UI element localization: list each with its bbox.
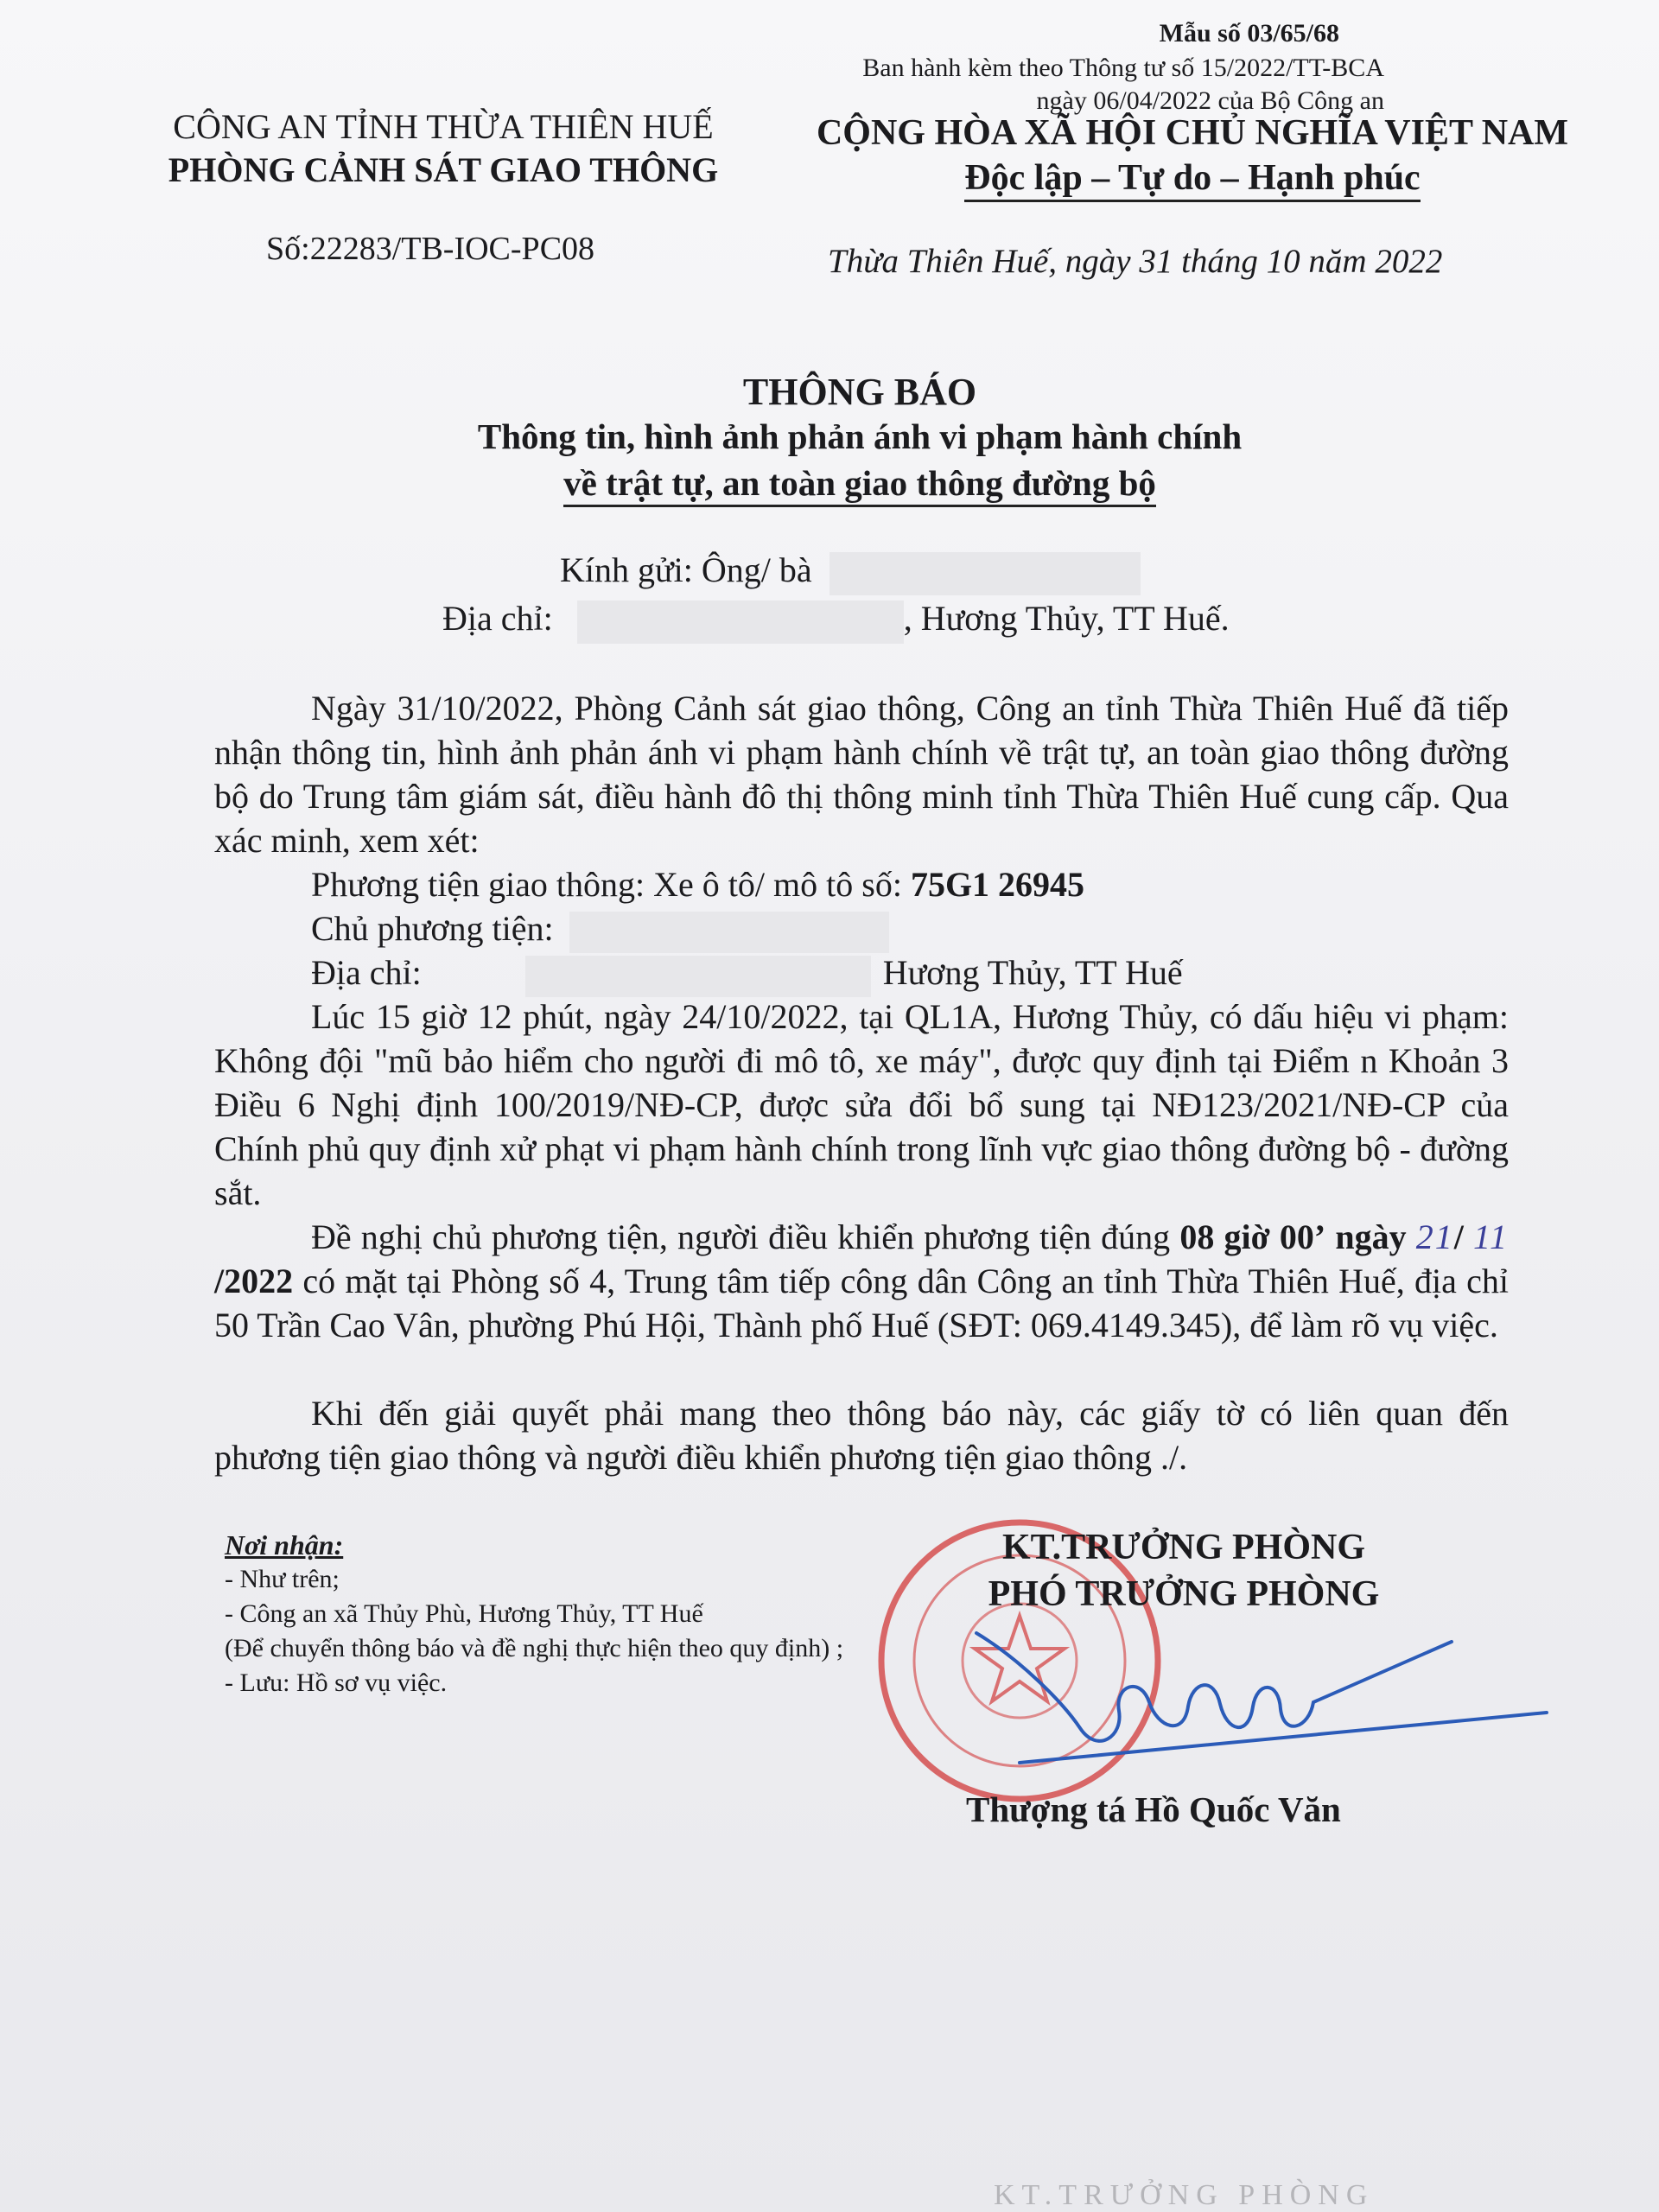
recipient-item: (Để chuyển thông báo và đề nghị thực hiện theo quy định) ; [225, 1634, 844, 1662]
vehicle-line [311, 862, 1084, 906]
address-tail: , Hương Thủy, TT Huế. [903, 599, 1230, 638]
issued-line-2: ngày 06/04/2022 của Bộ Công an [1036, 86, 1384, 115]
paragraph-summons: Đề nghị chủ phương tiện, người điều khiển phương tiện đúng 08 giờ 00’ ngày 21/ 11 /2022 có mặt tại Phòng số 4, Trung tâm tiếp công dân Công an tỉnh Thừa Thiên Huế, địa chỉ 50 Trần Cao Vân, phường Phú Hội, Thành phố Huế (SĐT: 069.4149.345), để làm rõ vụ việc. [214, 1217, 1510, 1344]
redacted-owner-address [525, 956, 871, 997]
paragraph-intro: Ngày 31/10/2022, Phòng Cảnh sát giao thông, Công an tỉnh Thừa Thiên Huế đã tiếp nhận thông tin, hình ảnh phản ánh vi phạm hành chính về trật tự, an toàn giao thông đường bộ do Trung tâm giám sát, điều hành đô thị thông minh tỉnh Thừa Thiên Huế cung cấp. Qua xác minh, xem xét: [214, 689, 1509, 860]
handwritten-signature [968, 1607, 1555, 1780]
paragraph-instructions: Khi đến giải quyết phải mang theo thông báo này, các giấy tờ có liên quan đến phương tiện giao thông và người điều khiển phương tiện giao thông ./. [214, 1394, 1509, 1477]
document-title: THÔNG BÁO [742, 371, 977, 413]
summons-time: 08 giờ 00’ [1179, 1217, 1326, 1256]
address-label: Địa chỉ: [442, 599, 553, 638]
republic-name: CỘNG HÒA XÃ HỘI CHỦ NGHĨA VIỆT NAM [816, 113, 1569, 153]
vehicle-label: Phương tiện giao thông: Xe ô tô/ mô tô số: [311, 865, 902, 904]
summons-day-label: ngày [1335, 1217, 1407, 1256]
recipients-list [225, 1528, 847, 1700]
national-motto: Độc lập – Tự do – Hạnh phúc [964, 158, 1420, 202]
subtitle-line-1: Thông tin, hình ảnh phản ánh vi phạm hành chính [477, 416, 1243, 456]
form-number: Mẫu số 03/65/68 [1159, 19, 1339, 48]
recipient-item: - Lưu: Hồ sơ vụ việc. [225, 1669, 448, 1697]
redacted-name [830, 552, 1141, 595]
summons-end: có mặt tại Phòng số 4, Trung tâm tiếp công dân Công an tỉnh Thừa Thiên Huế, địa chỉ 50 Trần Cao Vân, phường Phú Hội, Thành phố Huế (SĐT: 069.4149.345), để làm rõ vụ việc. [214, 1262, 1510, 1344]
recipient-address-line [442, 598, 1230, 644]
signature-title-1: KT.TRƯỞNG PHÒNG [1002, 1528, 1365, 1567]
document-number: Số:22283/TB-IOC-PC08 [266, 231, 595, 267]
summons-year: /2022 [214, 1262, 294, 1300]
subtitle-line-2: về trật tự, an toàn giao thông đường bộ [563, 463, 1156, 507]
greeting-label: Kính gửi: Ông/ bà [560, 550, 812, 589]
handwritten-day: 21 [1415, 1217, 1454, 1256]
recipient-item: - Công an xã Thủy Phù, Hương Thủy, TT Huế [225, 1599, 703, 1628]
agency-line-1: CÔNG AN TỈNH THỪA THIÊN HUẾ [173, 107, 714, 146]
place-date: Thừa Thiên Huế, ngày 31 tháng 10 năm 2022 [828, 243, 1443, 280]
document-subtitle [0, 413, 1659, 506]
owner-address-label: Địa chỉ: [311, 953, 422, 992]
owner-address-line [311, 950, 1183, 997]
summons-start: Đề nghị chủ phương tiện, người điều khiển phương tiện đúng [311, 1217, 1171, 1256]
owner-label: Chủ phương tiện: [311, 909, 554, 948]
handwritten-month: 11 [1472, 1217, 1509, 1256]
bleed-through-text: KT.TRƯỞNG PHÒNG [994, 2179, 1375, 2211]
issuing-agency [145, 105, 741, 192]
recipient-item: - Như trên; [225, 1565, 340, 1593]
greeting-line [560, 550, 1141, 595]
owner-address-tail: Hương Thủy, TT Huế [882, 953, 1183, 992]
national-title [760, 111, 1624, 200]
recipients-heading: Nơi nhận: [225, 1529, 344, 1560]
vehicle-plate: 75G1 26945 [910, 865, 1085, 904]
signer-name: Thượng tá Hồ Quốc Văn [966, 1789, 1341, 1829]
issued-line-1: Ban hành kèm theo Thông tư số 15/2022/TT-BCA [862, 54, 1384, 82]
paragraph-violation: Lúc 15 giờ 12 phút, ngày 24/10/2022, tại QL1A, Hương Thủy, có dấu hiệu vi phạm: Không đội "mũ bảo hiểm cho người đi mô tô, xe máy", được quy định tại Điểm n Khoản 3 Điều 6 Nghị định 100/2019/NĐ-CP, được sửa đổi bổ sung tại NĐ123/2021/NĐ-CP của Chính phủ quy định xử phạt vi phạm hành chính trong lĩnh vực giao thông đường bộ - đường sắt. [214, 997, 1509, 1212]
signature-title-2: PHÓ TRƯỞNG PHÒNG [988, 1574, 1380, 1614]
redacted-owner [569, 912, 889, 953]
redacted-address [577, 601, 904, 644]
agency-line-2: PHÒNG CẢNH SÁT GIAO THÔNG [168, 150, 719, 189]
owner-line [311, 906, 889, 953]
issued-note [862, 52, 1384, 118]
